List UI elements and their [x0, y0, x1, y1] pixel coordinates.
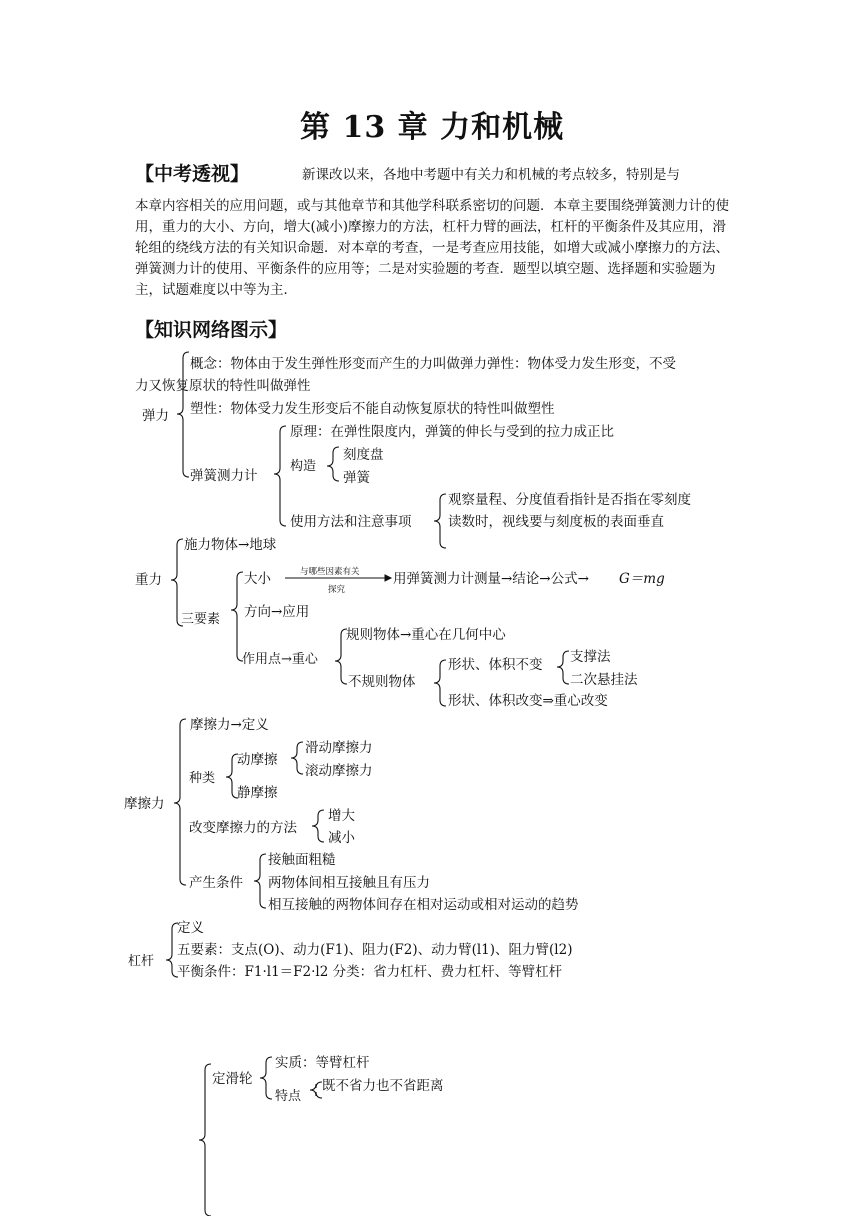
static-friction: 静摩擦: [237, 785, 278, 801]
irregular-object: 不规则物体: [348, 674, 416, 690]
brace: [254, 854, 266, 908]
meter-usage: 使用方法和注意事项: [290, 514, 412, 530]
elastic-plasticity: 塑性：物体受力发生形变后不能自动恢复原状的特性叫做塑性: [190, 401, 555, 417]
size-result: 用弹簧测力计测量→结论→公式→: [393, 571, 589, 587]
friction-definition: 摩擦力→定义: [190, 717, 269, 733]
intro-body: 本章内容相关的应用问题，或与其他章节和其他学科联系密切的问题．本章主要围绕弹簧测力计的使用，重力的大小、方向，增大(减小)摩擦力的方法，杠杆力臂的画法，杠杆的平衡条件及其应用，滑轮组的绕线方法的有关知识命题．对本章的考查，一是考查应用技能，如增大或减小摩擦力的方法、弹簧测力计的使用、平衡条件的应用等；二是对实验题的考查．题型以填空题、选择题和实验题为主，试题难度以中等为主．: [135, 198, 729, 298]
brace: [434, 494, 446, 548]
friction-condition: 产生条件: [189, 875, 243, 891]
sliding-friction: 滑动摩擦力: [305, 740, 373, 756]
arrow-label-bottom: 探究: [328, 585, 346, 595]
friction-root: 摩擦力: [124, 796, 165, 812]
lever-root: 杠杆: [128, 954, 155, 969]
regular-object: 规则物体→重心在几何中心: [346, 627, 506, 643]
pulley-feature-1: 既不省力也不省距离: [322, 1078, 444, 1094]
shape-changed: 形状、体积改变⇒重心改变: [448, 693, 608, 709]
gravity-formula: G＝mg: [619, 571, 665, 587]
brace: [312, 810, 324, 842]
condition-3: 相互接触的两物体间存在相对运动或相对运动的趋势: [268, 897, 579, 913]
condition-2: 两物体间相互接触且有压力: [268, 875, 430, 891]
usage-1: 观察量程、分度值看指针是否指在零刻度: [448, 492, 691, 508]
gravity-root: 重力: [135, 572, 162, 588]
gravity-direction: 方向→应用: [244, 604, 310, 620]
friction-kinds: 种类: [189, 771, 216, 786]
brace: [557, 651, 569, 684]
intro-heading: 【中考透视】: [135, 163, 250, 185]
arrow-label-top: 与哪些因素有关: [300, 567, 360, 577]
shape-unchanged: 形状、体积不变: [448, 657, 543, 673]
gravity-three: 三要素: [181, 612, 221, 627]
brace: [199, 1064, 211, 1216]
friction-increase: 增大: [328, 808, 355, 824]
rolling-friction: 滚动摩擦力: [305, 763, 373, 779]
pulley-essence: 实质：等臂杠杆: [275, 1055, 370, 1071]
structure-dial: 刻度盘: [343, 447, 384, 463]
elastic-root: 弹力: [142, 408, 169, 424]
brace: [231, 572, 243, 661]
friction-method: 改变摩擦力的方法: [189, 820, 297, 836]
brace: [260, 1057, 272, 1099]
elastic-concept-cont: 力又恢复原状的特性叫做弹性: [135, 378, 311, 394]
elastic-concept: 概念：物体由于发生弹性形变而产生的力叫做弹力弹性：物体受力发生形变，不受: [190, 356, 676, 372]
brace: [291, 742, 303, 774]
network-heading: 【知识网络图示】: [135, 319, 288, 341]
pulley-feature: 特点: [275, 1089, 302, 1104]
usage-2: 读数时，视线要与刻度板的表面垂直: [448, 514, 664, 530]
brace: [274, 426, 286, 526]
lever-definition: 定义: [177, 920, 204, 936]
page-title: 第 13 章 力和机械: [300, 110, 565, 145]
gravity-source: 施力物体→地球: [184, 537, 277, 553]
lever-five: 五要素：支点(O)、动力(F1)、阻力(F2)、动力臂(l1)、阻力臂(l2): [177, 942, 573, 958]
condition-1: 接触面粗糙: [268, 852, 336, 868]
fixed-pulley: 定滑轮: [212, 1071, 253, 1087]
meter-structure: 构造: [290, 459, 317, 474]
support-method: 支撑法: [570, 649, 611, 665]
brace: [327, 447, 339, 481]
brace: [174, 719, 186, 885]
brace: [434, 660, 446, 706]
spring-meter: 弹簧测力计: [190, 468, 258, 484]
meter-principle: 原理：在弹性限度内，弹簧的伸长与受到的拉力成正比: [290, 424, 614, 440]
dynamic-friction: 动摩擦: [237, 752, 278, 768]
lever-balance: 平衡条件：F1·l1＝F2·l2 分类：省力杠杆、费力杠杆、等臂杠杆: [177, 964, 563, 980]
brace: [177, 352, 189, 477]
gravity-size: 大小: [244, 571, 271, 587]
friction-decrease: 减小: [328, 830, 355, 846]
brace: [310, 1082, 322, 1098]
hang-method: 二次悬挂法: [570, 672, 638, 688]
structure-spring: 弹簧: [343, 470, 370, 486]
gravity-point: 作用点→重心: [242, 652, 318, 667]
intro-first-line: 新课改以来，各地中考题中有关力和机械的考点较多，特别是与: [302, 167, 680, 183]
